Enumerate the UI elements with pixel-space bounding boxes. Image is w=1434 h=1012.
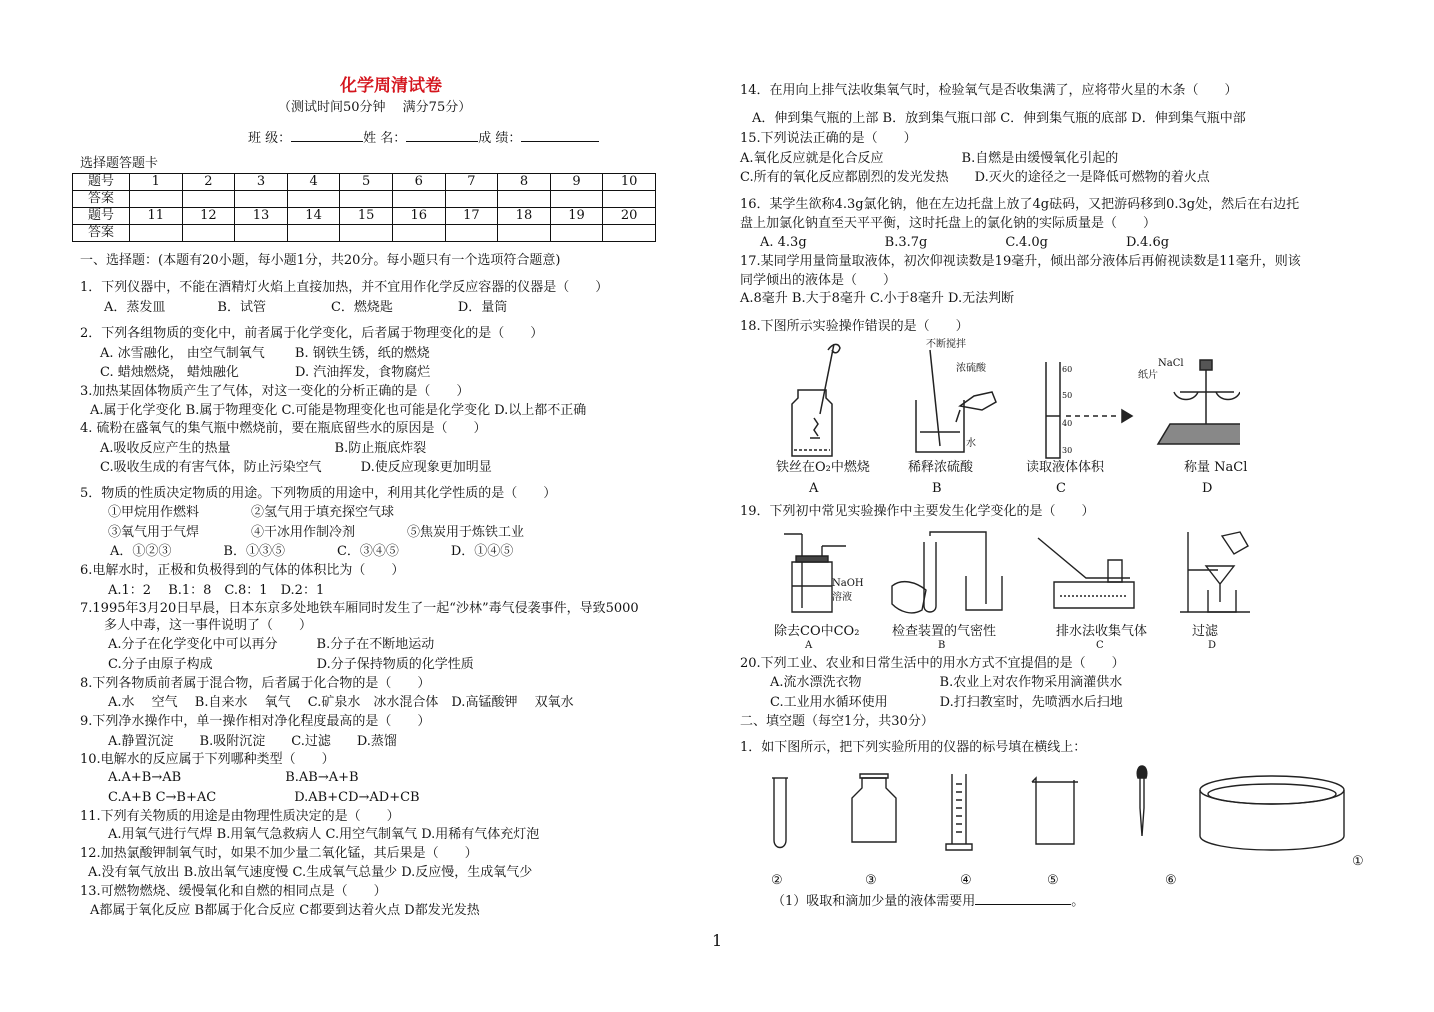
label-solution: 溶液	[832, 592, 852, 603]
question-stem: 同学倾出的液体是（ ）	[740, 273, 897, 288]
scale-50: 50	[1062, 391, 1073, 400]
question-number-row	[73, 174, 656, 191]
question-stem: 10.电解水的反应属于下列哪种类型（ ）	[80, 752, 335, 767]
section-heading: 二、填空题（每空1分，共30分）	[740, 714, 934, 729]
fill-blank-line	[772, 891, 1084, 910]
question-stem: 20.下列工业、农业和日常生活中的用水方式不宜提倡的是（ ）	[740, 656, 1125, 671]
options-line: C.工业用水循环使用 D.打扫教室时，先喷洒水后扫地	[770, 695, 1123, 710]
instrument-label-3: ③	[865, 873, 877, 888]
options-line: A.流水漂洗衣物 B.农业上对农作物采用滴灌供水	[770, 675, 1123, 690]
page-subtitle: （测试时间50分钟 满分75分）	[278, 100, 472, 115]
q-num: 20	[603, 208, 656, 225]
answer-cell[interactable]	[182, 191, 235, 208]
question-stem: 4. 硫粉在盛氧气的集气瓶中燃烧前，要在瓶底留些水的原因是（ ）	[80, 421, 487, 436]
airtightness-check	[892, 532, 1002, 613]
question-stem: 14．在用向上排气法收集氧气时，检验氧气是否收集满了，应将带火星的木条（ ）	[740, 83, 1238, 98]
options-line: C. 蜡烛燃烧， 蜡烛融化 D. 汽油挥发，食物腐烂	[100, 365, 431, 380]
q-num: 16	[392, 208, 445, 225]
answer-card-caption: 选择题答题卡	[80, 156, 159, 171]
question-stem: 13.可燃物燃烧、缓慢氧化和自燃的相同点是（ ）	[80, 884, 387, 899]
question-stem: 15.下列说法正确的是（ ）	[740, 131, 917, 146]
fig18-letter-c: C	[1056, 481, 1066, 496]
answer-blank[interactable]	[975, 891, 1071, 905]
options-line: C.所有的氧化反应都剧烈的发光发热 D.灭火的途径之一是降低可燃物的着火点	[740, 170, 1210, 185]
question-stem: 18.下图所示实验操作错误的是（ ）	[740, 319, 969, 334]
q-num: 13	[235, 208, 288, 225]
answer-cell[interactable]	[498, 191, 551, 208]
answer-row	[73, 225, 656, 242]
answer-cell[interactable]	[445, 225, 498, 242]
options-line: A.A+B→AB B.AB→A+B	[108, 770, 359, 785]
balance-apparatus	[1158, 360, 1240, 444]
instrument-label-2: ②	[771, 873, 783, 888]
q-num: 6	[392, 174, 445, 191]
dropper-icon	[1137, 766, 1147, 836]
options-line: A. 4.3g B.3.7g C.4.0g D.4.6g	[760, 235, 1170, 250]
options-line: A.静置沉淀 B.吸附沉淀 C.过滤 D.蒸馏	[108, 734, 397, 749]
fig18-caption-a: 铁丝在O₂中燃烧	[776, 460, 870, 475]
fig19-caption-d: 过滤	[1192, 624, 1219, 639]
question-stem: 16．某学生欲称4.3g氯化钠，他在左边托盘上放了4g砝码，又把游码移到0.3g处，然后在右边托	[740, 197, 1300, 212]
options-line: C.分子由原子构成 D.分子保持物质的化学性质	[108, 657, 474, 672]
label-nacl: NaCl	[1158, 358, 1184, 369]
options-line: A都属于氧化反应 B都属于化合反应 C都要到达着火点 D都发光发热	[90, 903, 480, 918]
question-stem: 5．物质的性质决定物质的用途。下列物质的用途中，利用其化学性质的是（ ）	[80, 486, 557, 501]
instrument-label-1: ①	[1352, 854, 1364, 869]
question-stem: 7.1995年3月20日早晨，日本东京多处地铁车厢同时发生了一起“沙林”毒气侵袭事件，导致5000	[80, 601, 639, 616]
q-num: 2	[182, 174, 235, 191]
score-blank	[521, 128, 599, 142]
q-num: 1	[130, 174, 183, 191]
options-line: A．伸到集气瓶的上部 B．放到集气瓶口部 C．伸到集气瓶的底部 D．伸到集气瓶中部	[752, 111, 1246, 126]
answer-cell[interactable]	[287, 191, 340, 208]
scale-60: 60	[1062, 365, 1073, 374]
row-label: 答案	[73, 191, 130, 208]
graduated-cylinder-icon	[946, 774, 972, 850]
options-line: A.水 空气 B.自来水 氧气 C.矿泉水 冰水混合体 D.高锰酸钾 双氧水	[108, 695, 574, 710]
page-title: 化学周清试卷	[340, 76, 442, 96]
options-line: A. 冰雪融化， 由空气制氧气 B. 钢铁生锈，纸的燃烧	[100, 346, 430, 361]
fig19-letter-b: B	[938, 640, 946, 651]
scale-40: 40	[1062, 419, 1073, 428]
question-stem: 9.下列净水操作中，单一操作相对净化程度最高的是（ ）	[80, 714, 431, 729]
answer-cell[interactable]	[340, 225, 393, 242]
answer-cell[interactable]	[550, 225, 603, 242]
answer-cell[interactable]	[392, 225, 445, 242]
options-line: A．蒸发皿 B．试管 C．燃烧匙 D．量筒	[104, 300, 508, 315]
fig18-caption-d: 称量 NaCl	[1184, 460, 1248, 475]
question-stem: 1．如下图所示，把下列实验所用的仪器的标号填在横线上：	[740, 740, 1087, 755]
options-line: A.分子在化学变化中可以再分 B.分子在不断地运动	[108, 637, 435, 652]
water-displacement-collection	[1038, 538, 1134, 608]
class-label: 班 级：	[248, 131, 292, 146]
question-stem: 6.电解水时，正极和负极得到的气体的体积比为（ ）	[80, 563, 405, 578]
section-heading: 一、选择题：(本题有20小题，每小题1分，共20分。每小题只有一个选项符合题意)	[80, 253, 561, 268]
beaker-icon	[1032, 778, 1078, 844]
q-num: 3	[235, 174, 288, 191]
test-tube-icon	[772, 778, 788, 848]
fill-blank-text: （1）吸取和滴加少量的液体需要用	[772, 894, 976, 909]
label-conc-acid: 浓硫酸	[956, 363, 986, 374]
q-num: 15	[340, 208, 393, 225]
options-line: A.没有氧气放出 B.放出氧气速度慢 C.生成氧气总量少 D.反应慢，生成氧气少	[88, 865, 533, 880]
filtration-setup	[1180, 532, 1250, 612]
question-stem: 19．下列初中常见实验操作中主要发生化学变化的是（ ）	[740, 504, 1095, 519]
student-info-line	[248, 128, 599, 147]
question-stem: 盘上加氯化钠直至天平平衡，这时托盘上的氯化钠的实际质量是（ ）	[740, 216, 1157, 231]
options-line: A.属于化学变化 B.属于物理变化 C.可能是物理变化也可能是化学变化 D.以上都不正确	[90, 403, 587, 418]
figure-18	[770, 336, 1240, 466]
answer-cell[interactable]	[235, 225, 288, 242]
question-stem: 3.加热某固体物质产生了气体，对这一变化的分析正确的是（ ）	[80, 384, 470, 399]
fig18-letter-a: A	[809, 481, 819, 496]
instrument-label-4: ④	[960, 873, 972, 888]
answer-cell[interactable]	[550, 191, 603, 208]
answer-cell[interactable]	[445, 191, 498, 208]
figure-19	[770, 526, 1260, 622]
fig18-letter-d: D	[1202, 481, 1213, 496]
q-num: 4	[287, 174, 340, 191]
row-label: 题号	[73, 174, 130, 191]
page-number: 1	[712, 931, 723, 950]
answer-cell[interactable]	[392, 191, 445, 208]
evaporating-dish-icon	[1200, 776, 1344, 850]
fig19-letter-c: C	[1096, 640, 1104, 651]
scale-30: 30	[1062, 446, 1073, 455]
fill-blank-end: 。	[1071, 894, 1085, 909]
q-num: 11	[130, 208, 183, 225]
fig18-letter-b: B	[932, 481, 942, 496]
options-line: A．①②③ B．①③⑤ C．③④⑤ D．①④⑤	[110, 544, 514, 559]
answer-cell[interactable]	[340, 191, 393, 208]
q-num: 7	[445, 174, 498, 191]
fig19-letter-a: A	[805, 640, 813, 651]
fig18-caption-c: 读取液体体积	[1026, 460, 1105, 475]
label-stir: 不断搅拌	[926, 339, 966, 350]
row-label: 题号	[73, 208, 130, 225]
answer-cell[interactable]	[603, 191, 656, 208]
label-water: 水	[966, 438, 976, 449]
options-line: C.A+B C→B+AC D.AB+CD→AD+CB	[108, 790, 420, 805]
instruments-figure	[760, 760, 1380, 860]
answer-cell[interactable]	[130, 225, 183, 242]
reagent-bottle-icon	[852, 774, 896, 842]
q-num: 14	[287, 208, 340, 225]
question-stem: 2．下列各组物质的变化中，前者属于化学变化，后者属于物理变化的是（ ）	[80, 326, 544, 341]
name-label: 姓 名：	[363, 131, 407, 146]
class-blank	[291, 128, 363, 142]
q-num: 18	[498, 208, 551, 225]
q-num: 8	[498, 174, 551, 191]
q-num: 5	[340, 174, 393, 191]
q-num: 19	[550, 208, 603, 225]
question-stem: 多人中毒，这一事件说明了（ ）	[104, 618, 313, 633]
question-stem: 11.下列有关物质的用途是由物理性质决定的是（ ）	[80, 809, 400, 824]
instrument-label-6: ⑥	[1165, 873, 1177, 888]
fig19-caption-b: 检查装置的气密性	[892, 624, 997, 639]
fig19-caption-c: 排水法收集气体	[1056, 624, 1148, 639]
question-stem: 12.加热氯酸钾制氧气时，如果不加少量二氧化锰，其后果是（ ）	[80, 846, 478, 861]
fig18-caption-b: 稀释浓硫酸	[908, 460, 974, 475]
question-stem: 1．下列仪器中，不能在酒精灯火焰上直接加热，并不宜用作化学反应容器的仪器是（ ）	[80, 280, 609, 295]
fig19-letter-d: D	[1208, 640, 1217, 651]
options-line: ③氧气用于气焊 ④干冰用作制冷剂 ⑤焦炭用于炼铁工业	[108, 525, 525, 540]
options-line: ①甲烷用作燃料 ②氢气用于填充探空气球	[108, 505, 395, 520]
row-label: 答案	[73, 225, 130, 242]
instrument-label-5: ⑤	[1047, 873, 1059, 888]
answer-cell[interactable]	[235, 191, 288, 208]
answer-cell[interactable]	[130, 191, 183, 208]
options-line: A.8毫升 B.大于8毫升 C.小于8毫升 D.无法判断	[740, 291, 1015, 306]
q-num: 17	[445, 208, 498, 225]
answer-cell[interactable]	[603, 225, 656, 242]
answer-row	[73, 191, 656, 208]
score-label: 成 绩：	[478, 131, 522, 146]
answer-card-table	[72, 173, 656, 242]
label-naoh: NaOH	[832, 578, 864, 589]
label-paper: 纸片	[1138, 370, 1158, 381]
options-line: A.1：2 B.1：8 C.8：1 D.2：1	[108, 583, 325, 598]
answer-cell[interactable]	[182, 225, 235, 242]
graduated-cylinder-reading	[1046, 362, 1132, 458]
fig19-caption-a: 除去CO中CO₂	[774, 624, 860, 639]
question-number-row	[73, 208, 656, 225]
options-line: A.吸收反应产生的热量 B.防止瓶底炸裂	[100, 441, 427, 456]
q-num: 12	[182, 208, 235, 225]
options-line: A.氧化反应就是化合反应 B.自燃是由缓慢氧化引起的	[740, 151, 1119, 166]
iron-wire-burning-apparatus	[792, 344, 840, 456]
answer-cell[interactable]	[498, 225, 551, 242]
answer-cell[interactable]	[287, 225, 340, 242]
options-line: C.吸收生成的有害气体，防止污染空气 D.使反应现象更加明显	[100, 460, 492, 475]
q-num: 10	[603, 174, 656, 191]
question-stem: 8.下列各物质前者属于混合物，后者属于化合物的是（ ）	[80, 676, 431, 691]
options-line: A.用氧气进行气焊 B.用氧气急救病人 C.用空气制氧气 D.用稀有气体充灯泡	[108, 827, 540, 842]
q-num: 9	[550, 174, 603, 191]
name-blank	[406, 128, 478, 142]
question-stem: 17.某同学用量筒量取液体，初次仰视读数是19毫升，倾出部分液体后再俯视读数是11毫升，则该	[740, 254, 1301, 269]
